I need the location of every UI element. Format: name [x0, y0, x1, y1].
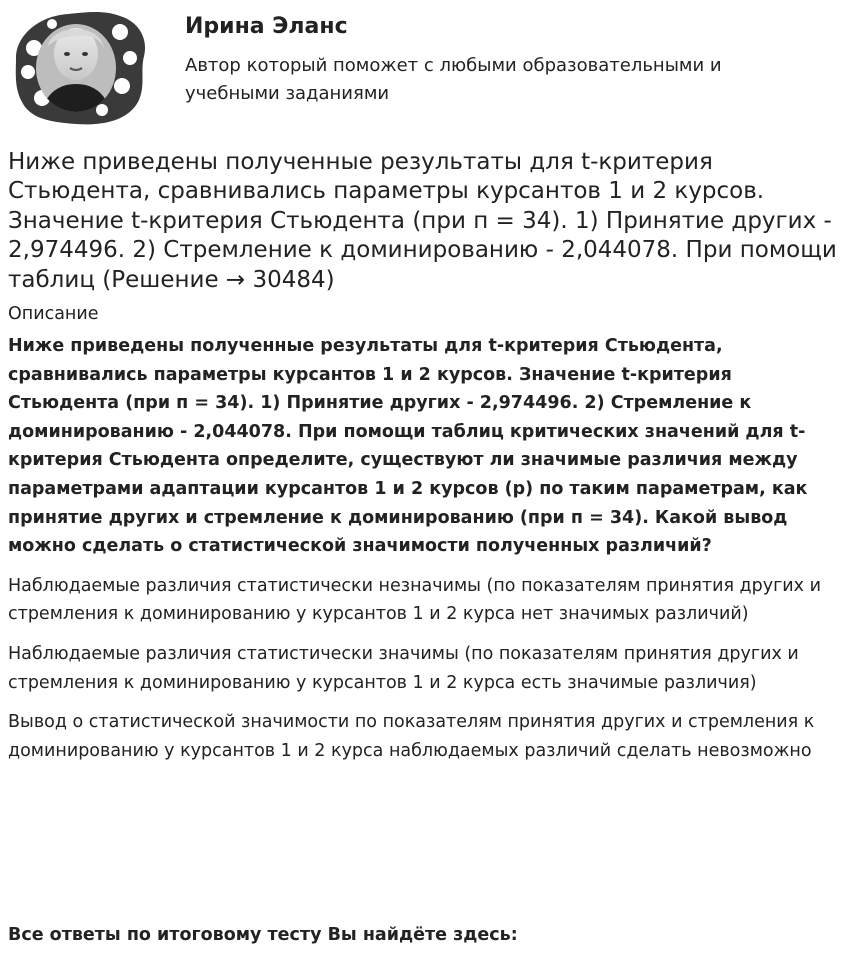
all-answers-link[interactable]: Все ответы по итоговому тесту Вы найдёте здесь:: [8, 925, 518, 945]
description-label: Описание: [8, 304, 99, 325]
answer-option-1: Наблюдаемые различия статистически незначимы (по показателям принятия других и стремления к доминированию у курсантов 1 и 2 курса нет значимых различий): [8, 575, 821, 625]
author-description: Автор который поможет с любыми образовательными и учебными заданиями: [185, 55, 722, 104]
task-content: [8, 148, 838, 765]
answer-option-3: Вывод о статистической значимости по показателям принятия других и стремления к доминированию у курсантов 1 и 2 курса наблюдаемых различий сделать невозможно: [8, 712, 815, 761]
author-header: [8, 6, 838, 126]
author-name[interactable]: Ирина Эланс: [185, 14, 348, 39]
question-text: Ниже приведены полученные результаты для t-критерия Стьюдента, сравнивались параметры курсантов 1 и 2 курсов. Значение t-критерия Стьюдента (при п = 34). 1) Принятие других - 2,974496. 2) Стремление к доминированию - 2,044078. При помощи таблиц критических значений для t-критерия Стьюдента определите, существуют ли значимые различия между параметрами адаптации курсантов 1 и 2 курсов (р) по таким параметрам, как принятие других и стремление к доминированию (при п = 34). Какой вывод можно сделать о статистической значимости полученных различий?: [8, 336, 808, 557]
answer-option-2: Наблюдаемые различия статистически значимы (по показателям принятия других и стремления к доминированию у курсантов 1 и 2 курса есть значимые различия): [8, 643, 799, 693]
author-avatar[interactable]: [8, 6, 150, 126]
page-title: Ниже приведены полученные результаты для t-критерия Стьюдента, сравнивались параметры курсантов 1 и 2 курсов. Значение t-критерия Стьюдента (при п = 34). 1) Принятие других - 2,974496. 2) Стремление к доминированию - 2,044078. При помощи таблиц (Решение → 30484): [8, 149, 837, 293]
